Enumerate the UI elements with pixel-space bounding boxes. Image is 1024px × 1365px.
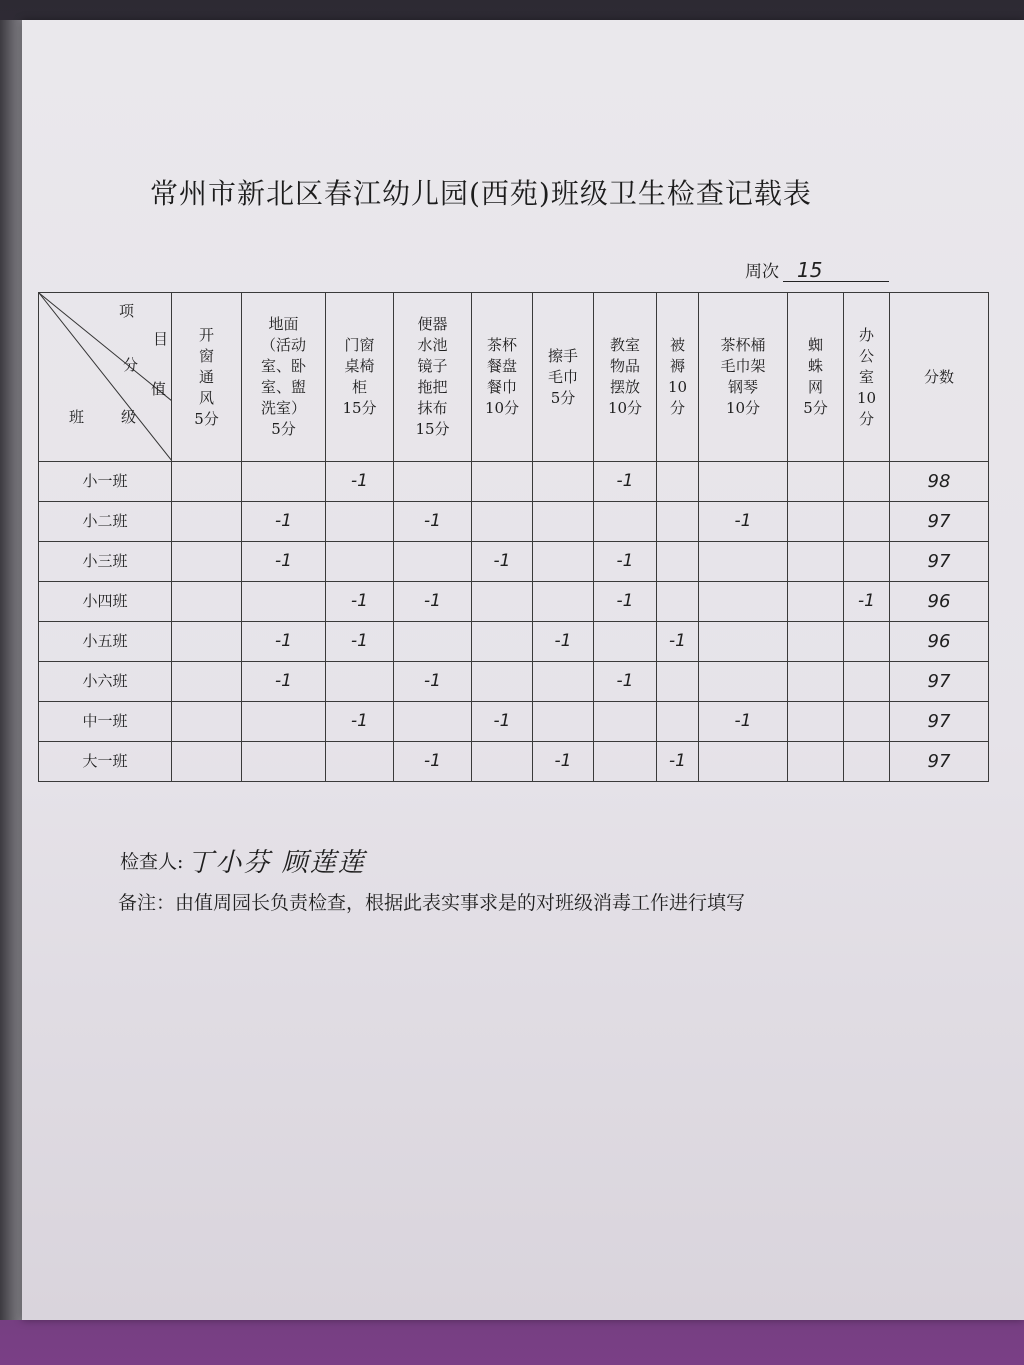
deduction-cell: [533, 542, 594, 582]
column-header: 茶杯 餐盘 餐巾 10分: [472, 293, 533, 462]
deduction-cell: [844, 702, 890, 742]
score-cell: 97: [890, 542, 989, 582]
deduction-cell: -1: [594, 662, 657, 702]
hygiene-table: [38, 292, 989, 782]
deduction-cell: [594, 702, 657, 742]
corner-ji-label: 级: [121, 408, 137, 426]
deduction-cell: [394, 462, 472, 502]
column-header: 开 窗 通 风 5分: [172, 293, 242, 462]
deduction-cell: [472, 622, 533, 662]
deduction-cell: [594, 622, 657, 662]
deduction-cell: [172, 582, 242, 622]
header-row: [39, 293, 989, 462]
deduction-cell: [533, 502, 594, 542]
deduction-cell: -1: [699, 502, 788, 542]
deduction-cell: [594, 502, 657, 542]
deduction-cell: -1: [242, 502, 326, 542]
deduction-cell: -1: [657, 622, 699, 662]
deduction-cell: [699, 622, 788, 662]
column-header-score: 分数: [890, 293, 989, 462]
deduction-cell: [788, 702, 844, 742]
column-header: 教室 物品 摆放 10分: [594, 293, 657, 462]
deduction-cell: [657, 502, 699, 542]
deduction-cell: [242, 582, 326, 622]
deduction-cell: [699, 742, 788, 782]
deduction-cell: -1: [472, 542, 533, 582]
deduction-cell: -1: [394, 662, 472, 702]
deduction-cell: [394, 542, 472, 582]
deduction-cell: [788, 662, 844, 702]
deduction-cell: [788, 742, 844, 782]
deduction-cell: -1: [326, 462, 394, 502]
class-name-cell: 大一班: [39, 742, 172, 782]
inspector-signatures: 丁小芬 顾莲莲: [187, 848, 366, 878]
deduction-cell: [242, 742, 326, 782]
deduction-cell: [326, 542, 394, 582]
page-edge: [0, 20, 24, 1320]
column-header: 办 公 室 10 分: [844, 293, 890, 462]
deduction-cell: [533, 662, 594, 702]
inspector-label: 检查人:: [120, 851, 184, 873]
deduction-cell: -1: [326, 702, 394, 742]
deduction-cell: -1: [533, 622, 594, 662]
deduction-cell: [172, 702, 242, 742]
table-body: [39, 462, 989, 782]
deduction-cell: [394, 702, 472, 742]
deduction-cell: [788, 622, 844, 662]
deduction-cell: [472, 662, 533, 702]
deduction-cell: [657, 582, 699, 622]
deduction-cell: [472, 742, 533, 782]
deduction-cell: [788, 502, 844, 542]
deduction-cell: [472, 502, 533, 542]
deduction-cell: -1: [394, 742, 472, 782]
class-name-cell: 小四班: [39, 582, 172, 622]
corner-zhi-label: 值: [151, 380, 167, 398]
deduction-cell: [172, 662, 242, 702]
deduction-cell: [533, 702, 594, 742]
class-name-cell: 小一班: [39, 462, 172, 502]
deduction-cell: [699, 582, 788, 622]
deduction-cell: [326, 742, 394, 782]
week-value: 15: [783, 259, 889, 282]
deduction-cell: -1: [657, 742, 699, 782]
deduction-cell: [844, 542, 890, 582]
deduction-cell: [394, 622, 472, 662]
deduction-cell: [844, 462, 890, 502]
table-row: [39, 702, 989, 742]
deduction-cell: [844, 622, 890, 662]
deduction-cell: -1: [699, 702, 788, 742]
table-row: [39, 582, 989, 622]
deduction-cell: -1: [326, 622, 394, 662]
deduction-cell: [657, 662, 699, 702]
class-name-cell: 小三班: [39, 542, 172, 582]
deduction-cell: -1: [594, 542, 657, 582]
deduction-cell: [172, 502, 242, 542]
deduction-cell: -1: [394, 502, 472, 542]
deduction-cell: [172, 542, 242, 582]
deduction-cell: [172, 622, 242, 662]
deduction-cell: -1: [594, 582, 657, 622]
corner-cell: [39, 293, 172, 462]
deduction-cell: -1: [242, 542, 326, 582]
deduction-cell: [657, 702, 699, 742]
deduction-cell: [533, 462, 594, 502]
column-header: 便器 水池 镜子 拖把 抹布 15分: [394, 293, 472, 462]
table-row: [39, 542, 989, 582]
deduction-cell: -1: [844, 582, 890, 622]
corner-fen-label: 分: [123, 356, 139, 374]
corner-class-label: 班: [69, 408, 85, 426]
column-header: 蜘 蛛 网 5分: [788, 293, 844, 462]
deduction-cell: [172, 462, 242, 502]
table-row: [39, 502, 989, 542]
form-title: 常州市新北区春江幼儿园(西苑)班级卫生检查记载表: [150, 177, 812, 210]
table-row: [39, 742, 989, 782]
table-row: [39, 462, 989, 502]
deduction-cell: [657, 542, 699, 582]
class-name-cell: 小二班: [39, 502, 172, 542]
deduction-cell: [326, 502, 394, 542]
column-header: 茶杯桶 毛巾架 钢琴 10分: [699, 293, 788, 462]
deduction-cell: -1: [394, 582, 472, 622]
deduction-cell: [472, 462, 533, 502]
column-header: 门窗 桌椅 柜 15分: [326, 293, 394, 462]
deduction-cell: [657, 462, 699, 502]
class-name-cell: 小六班: [39, 662, 172, 702]
deduction-cell: [844, 742, 890, 782]
deduction-cell: -1: [533, 742, 594, 782]
table-row: [39, 622, 989, 662]
table-row: [39, 662, 989, 702]
deduction-cell: [788, 542, 844, 582]
deduction-cell: -1: [242, 622, 326, 662]
deduction-cell: -1: [242, 662, 326, 702]
deduction-cell: [242, 702, 326, 742]
class-name-cell: 小五班: [39, 622, 172, 662]
week-field: [745, 257, 889, 282]
score-cell: 96: [890, 582, 989, 622]
deduction-cell: [788, 462, 844, 502]
deduction-cell: [472, 582, 533, 622]
score-cell: 97: [890, 662, 989, 702]
deduction-cell: -1: [472, 702, 533, 742]
remark-note: 备注：由值周园长负责检查，根据此表实事求是的对班级消毒工作进行填写: [118, 892, 746, 914]
deduction-cell: [844, 502, 890, 542]
corner-mu-label: 目: [153, 330, 169, 348]
deduction-cell: [533, 582, 594, 622]
deduction-cell: [242, 462, 326, 502]
deduction-cell: -1: [594, 462, 657, 502]
score-cell: 97: [890, 702, 989, 742]
score-cell: 97: [890, 742, 989, 782]
deduction-cell: [788, 582, 844, 622]
score-cell: 98: [890, 462, 989, 502]
deduction-cell: [326, 662, 394, 702]
deduction-cell: [699, 542, 788, 582]
corner-item-label: 项: [119, 302, 135, 320]
score-cell: 97: [890, 502, 989, 542]
deduction-cell: [594, 742, 657, 782]
score-cell: 96: [890, 622, 989, 662]
deduction-cell: [699, 462, 788, 502]
week-label: 周次: [745, 262, 779, 282]
class-name-cell: 中一班: [39, 702, 172, 742]
deduction-cell: [844, 662, 890, 702]
column-header: 地面 （活动 室、卧 室、盥 洗室） 5分: [242, 293, 326, 462]
column-header: 擦手 毛巾 5分: [533, 293, 594, 462]
deduction-cell: [172, 742, 242, 782]
deduction-cell: -1: [326, 582, 394, 622]
column-header: 被 褥 10 分: [657, 293, 699, 462]
deduction-cell: [699, 662, 788, 702]
inspector-line: [120, 842, 366, 879]
corner-diagonals: [39, 293, 172, 461]
